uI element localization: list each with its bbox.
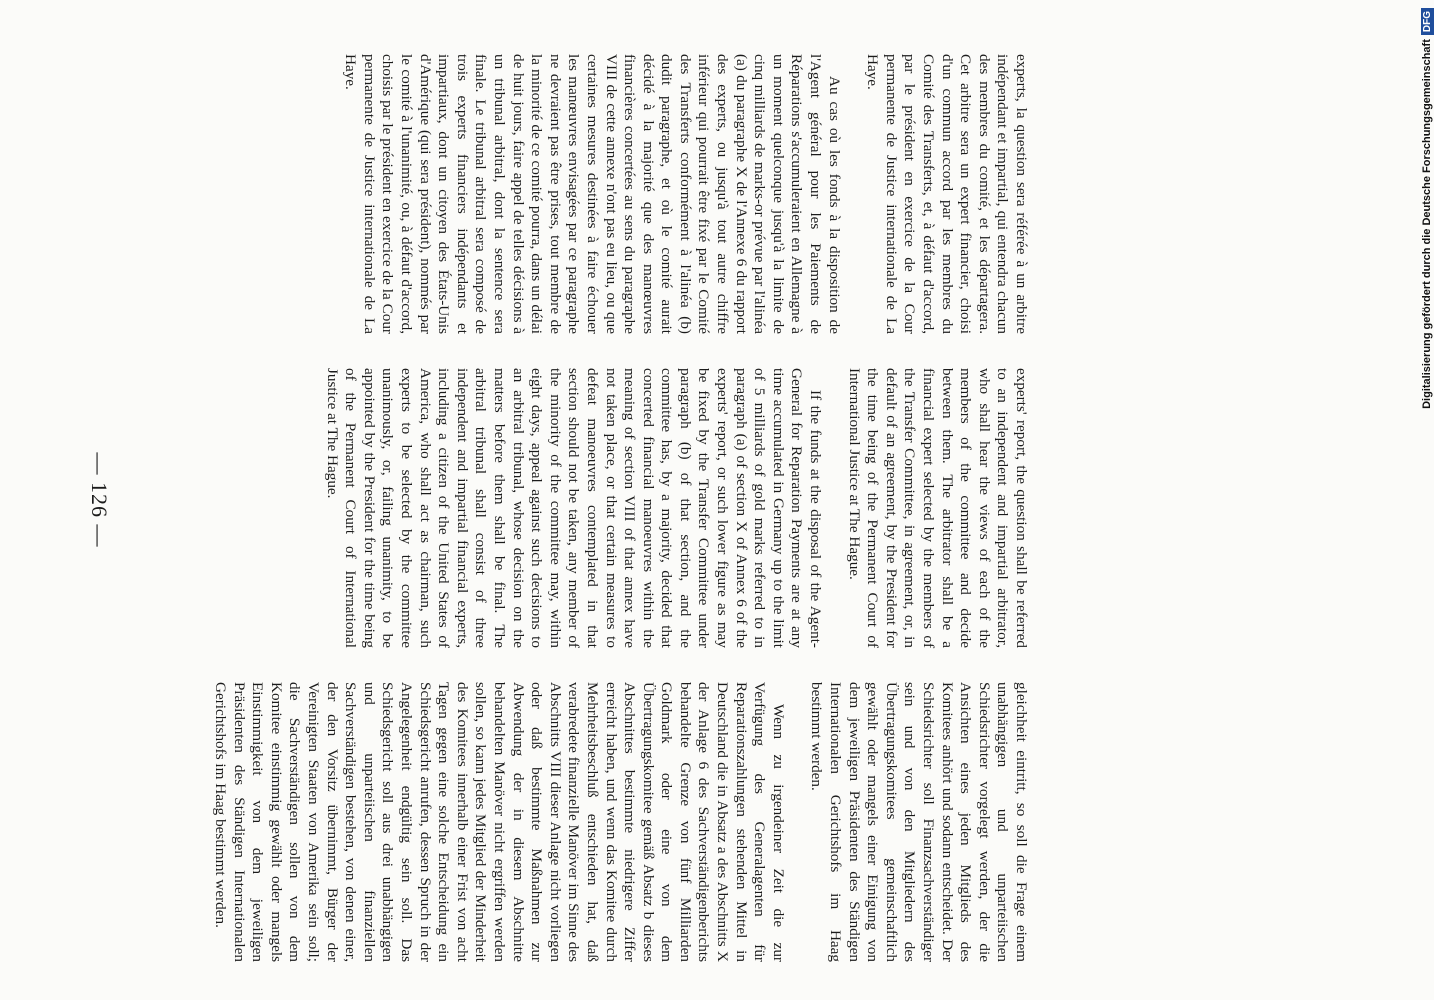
funding-note-strip bbox=[1414, 8, 1434, 409]
page-number: — 126 — bbox=[87, 452, 112, 548]
column-french bbox=[341, 54, 1030, 334]
french-paragraph-1: experts, la question sera référée à un arbitre indépendant et impartial, qui entendra chacun des membres du comité, et les départagera. Cet arbitre sera un expert financier, choisi d'un commun accord par les membres du Comité des Transferts, et, à défaut d'accord, par le président en exercice de la Cour permanente de Justice internationale de La Haye. bbox=[864, 54, 1030, 334]
english-paragraph-1: experts' report, the question shall be referred to an independent and impartial arbitrator, who shall hear the views of each of the members of the committee and decide between them. The arbitrator shall be a financial expert selected by the members of the Transfer Committee, in agreement, or, in default of an agreement, by the President for the time being of the Permanent Court of International Justice at The Hague. bbox=[845, 368, 1030, 648]
german-paragraph-1: gleichheit eintritt, so soll die Frage einem unabhängigen und unparteiischen Schiedsrichter vorgelegt werden, der die Ansichten eines jeden Mitglieds des Komitees anhört und sodann entscheidet. Der Schiedsrichter soll Finanzsachverständiger sein und von den Mitgliedern des Übertragungskomitees gemeinschaftlich gewählt oder mangels einer Einigung von dem jeweiligen Präsidenten des Ständigen Internationalen Gerichtshofs im Haag bestimmt werden. bbox=[808, 682, 1030, 962]
german-paragraph-2: Wenn zu irgendeiner Zeit die zur Verfügung des Generalagenten für Reparationszahlungen stehenden Mittel in Deutschland die in Absatz a des Abschnitts X der Anlage 6 des Sachverständigenberichts behandelte Grenze von fünf Milliarden Goldmark oder eine von dem Übertragungskomitee gemäß Absatz b dieses Abschnittes bestimmte niedrigere Ziffer erreicht haben, und wenn das Komitee durch Mehrheitsbeschluß entschieden hat, daß verabredete finanzielle Manöver im Sinne des Abschnitts VIII dieser Anlage nicht vorliegen oder daß bestimmte Maßnahmen zur Abwendung der in diesem Abschnitte behandelten Manöver nicht ergriffen werden sollen, so kann jedes Mitglied der Minderheit des Komitees innerhalb einer Frist von acht Tagen gegen eine solche Entscheidung ein Schiedsgericht anrufen, dessen Spruch in der Angelegenheit endgültig sein soll. Das Schiedsgericht soll aus drei unabhängigen und unparteiischen finanziellen Sachverständigen bestehen, von denen einer, der den Vorsitz übernimmt, Bürger der Vereinigten Staaten von Amerika sein soll; die Sachverständigen sollen von dem Komitee einstimmig gewählt oder mangels Einstimmigkeit von dem jeweiligen Präsidenten des Ständigen Internationalen Gerichtshofs im Haag bestimmt werden. bbox=[212, 682, 787, 962]
column-german bbox=[210, 682, 1030, 962]
english-paragraph-2: If the funds at the disposal of the Agent-General for Reparation Payments are at any time accumulated in Germany up to the limit of 5 milliards of gold marks referred to in paragraph (a) of section X of Annex 6 of the experts' report, or such lower figure as may be fixed by the Transfer Committee under paragraph (b) of that section, and the committee has, by a majority, decided that concerted financial manoeuvres within the meaning of section VIII of that annex have not taken place, or that certain measures to defeat manoeuvres contemplated in that section should not be taken, any member of the minority of the committee may, within eight days, appeal against such decisions to an arbitral tribunal, whose decision on the matters before them shall be final. The arbitral tribunal shall consist of three independent and impartial financial experts, including a citizen of the United States of America, who shall act as chairman, such experts to be selected by the committee unanimously, or, failing unanimity, to be appointed by the President for the time being of the Permanent Court of International Justice at The Hague. bbox=[323, 368, 825, 648]
dfg-logo: DFG bbox=[1421, 8, 1434, 35]
french-paragraph-2: Au cas où les fonds à la disposition de l'Agent général pour les Paiements de Réparations s'accumuleraient en Allemagne à un moment quelconque jusqu'à la limite de cinq milliards de marks-or prévue par l'alinéa (a) du paragraphe X de l'Annexe 6 du rapport des experts, ou jusqu'à tout autre chiffre inférieur qui pourrait être fixé par le Comité des Transferts conformément à l'alinéa (b) dudit paragraphe, et où le comité aurait décidé à la majorité que des manœuvres financières concertées au sens du paragraphe VIII de cette annexe n'ont pas eu lieu, ou que certaines mesures destinées à faire échouer les manœuvres envisagées par ce paragraphe ne devraient pas être prises, tout membre de la minorité de ce comité pourra, dans un délai de huit jours, faire appel de telles décisions à un tribunal arbitral, dont la sentence sera finale. Le tribunal arbitral sera composé de trois experts financiers indépendants et impartiaux, dont un citoyen des États-Unis d'Amérique (qui sera président), nommés par le comité à l'unanimité, ou, à défaut d'accord, choisis par le président en exercice de la Cour permanente de Justice internationale de La Haye. bbox=[342, 54, 843, 334]
column-english bbox=[322, 368, 1030, 648]
funding-note-text: Digitalisierung gefördert durch die Deutsche Forschungsgemeinschaft bbox=[1421, 39, 1433, 409]
